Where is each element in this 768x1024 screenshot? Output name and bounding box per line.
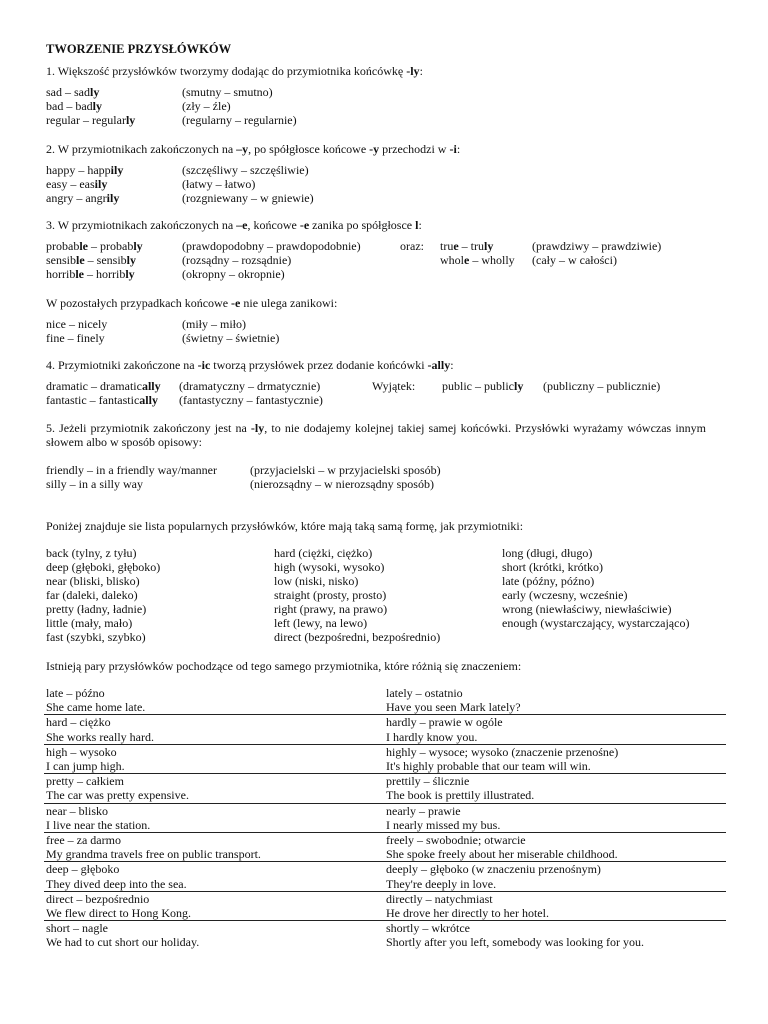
pair-example-left: We flew direct to Hong Kong. bbox=[46, 906, 191, 921]
page-title: TWORZENIE PRZYSŁÓWKÓW bbox=[46, 42, 232, 56]
pair-adverb-right: hardly – prawie w ogóle bbox=[385, 715, 726, 730]
pair-adverb-right: deeply – głęboko (w znaczeniu przenośnym) bbox=[385, 862, 726, 877]
pair-example-left: She came home late. bbox=[46, 700, 146, 715]
table-row bbox=[44, 877, 726, 892]
table-row bbox=[44, 906, 726, 921]
same-form-heading: Poniżej znajduje sie lista popularnych przysłówków, które mają taką samą formę, jak przymiotniki: bbox=[46, 519, 524, 533]
section-2-heading: 2. W przymiotnikach zakończonych na –y, po spółgłosce końcowe -y przechodzi w -i: bbox=[46, 142, 461, 156]
list-item: near (bliski, blisko) bbox=[46, 574, 140, 588]
list-item: pretty (ładny, ładnie) bbox=[46, 602, 147, 616]
list-item: hard (ciężki, ciężko) bbox=[274, 546, 373, 560]
pair-example-left: She works really hard. bbox=[46, 729, 154, 744]
section-5-heading: 5. Jeżeli przymiotnik zakończony jest na -ly, to nie dodajemy kolejnej takiej samej końcówki. Przysłówki wyrażamy wówczas innym słowem albo w sposób opisowy: bbox=[46, 421, 707, 449]
table-row bbox=[44, 921, 726, 936]
table-row bbox=[44, 686, 726, 700]
list-item: little (mały, mało) bbox=[46, 616, 133, 630]
pair-adverb-left: free – za darmo bbox=[44, 833, 385, 848]
pair-example-right: I hardly know you. bbox=[386, 729, 478, 744]
pair-adverb-left: pretty – całkiem bbox=[44, 774, 385, 789]
list-item: wrong (niewłaściwy, niewłaściwie) bbox=[502, 602, 672, 616]
pair-example-right: Have you seen Mark lately? bbox=[386, 700, 521, 715]
section-1-heading: 1. Większość przysłówków tworzymy dodając do przymiotnika końcówkę -ly: bbox=[46, 64, 423, 78]
list-item: direct (bezpośredni, bezpośrednio) bbox=[274, 630, 441, 644]
table-row bbox=[44, 744, 726, 759]
list-item: far (daleki, daleko) bbox=[46, 588, 138, 602]
list-item: straight (prosty, prosto) bbox=[274, 588, 387, 602]
list-item: low (niski, nisko) bbox=[274, 574, 359, 588]
pair-example-left: My grandma travels free on public transport. bbox=[46, 847, 261, 862]
pair-adverb-left: late – późno bbox=[46, 686, 105, 700]
pair-example-left: The car was pretty expensive. bbox=[46, 788, 189, 803]
list-item: high (wysoki, wysoko) bbox=[274, 560, 385, 574]
list-item: back (tylny, z tyłu) bbox=[46, 546, 137, 560]
table-row bbox=[44, 803, 726, 818]
table-row bbox=[44, 715, 726, 730]
document-page: TWORZENIE PRZYSŁÓWKÓW 1. Większość przysłówków tworzymy dodając do przymiotnika końcówkę -ly: sad – sadly (smutny – smutno) bad – badly (zły – źle) regular – regularly (regularny – regularnie) 2. W przymiotnikach zakończonych na –y, po spółgłosce końcowe -y przechodzi w -i: happy – happily (szczęśliwy – szczęśliwie) easy – easily (łatwy – łatwo) angry – angrily (rozgniewany – w gniewie) 3. W przymiotnikach zakończonych na –e, końcowe -e zanika po spółgłosce l: probable – probably (prawdopodobny – prawdopodobnie) oraz: true – truly (prawdziwy – prawdziwie) sensible – sensibly (rozsądny – rozsądnie) whole – wholly (cały – w całości) horrible – horribly (okropny – okropnie) W pozostałych przypadkach końcowe -e nie ulega zanikowi: nice – nicely (miły – miło) fine – finely (świetny – świetnie) 4. Przymiotniki zakończone na -ic tworzą przysłówek przez dodanie końcówki -ally: dramatic – dramatically (dramatyczny – drmatycznie) Wyjątek: public – publicly (publiczny – publicznie) fantastic – fantastically (fantastyczny – fantastycznie) 5. Jeżeli przymiotnik zakończony jest na -ly, to nie dodajemy kolejnej takiej samej końcówki. Przysłówki wyrażamy wówczas innym słowem albo w sposób opisowy: friendly – in a friendly way/manner (przyjacielski – w przyjacielski sposób) silly – in a silly way (nierozsądny – w nierozsądny sposób) Poniżej znajduje sie lista popularnych przysłówków, które mają taką samą formę, jak przymiotniki: back (tylny, z tyłu) deep (głęboki, głęboko) near (bliski, blisko) far (daleki, daleko) pretty (ładny, ładnie) little (mały, mało) fast (szybki, szybko) hard (ciężki, ciężko) high (wysoki, wysoko) low (niski, nisko) straight (prosty, prosto) right (prawy, na prawo) left (lewy, na lewo) direct (bezpośredni, bezpośrednio) long (długi, długo) short (krótki, krótko) late (późny, późno) early (wczesny, wcześnie) wrong (niewłaściwy, niewłaściwie) enough (wystarczający, wystarczająco) Istnieją pary przysłówków pochodzące od tego samego przymiotnika, które różnią się znaczeniem: late – późno lately – ostatnio She came home late. Have you seen Mark lately? hard – ciężko hardly – prawie w ogóle She works really hard. I hardly know you. high – wysoko highly – wysoce; wysoko (znaczenie przenośne) I can jump high. It's highly probable that our team will win. pretty – całkiem prettily – ślicznie The car was pretty expensive. The book is prettily illustrated. near – blisko nearly – prawie I live near the station. I nearly missed my bus. free – za darmo freely – swobodnie; otwarcie My grandma travels free on public transport. She spoke freely about her miserable childhood. deep – głęboko deeply – głęboko (w znaczeniu przenośnym) They dived deep into the sea. They're deeply in love. direct – bezpośrednio directly – natychmiast We flew direct to Hong Kong. He drove her directly to her hotel. short – nagle shortly – wkrótce We had to cut short our holiday. Shortly after you left, somebody was looking for you. bbox=[0, 0, 768, 1024]
section-4-heading: 4. Przymiotniki zakończone na -ic tworzą przysłówek przez dodanie końcówki -ally: bbox=[46, 358, 454, 372]
pair-adverb-left: high – wysoko bbox=[44, 744, 385, 759]
pair-example-right: It's highly probable that our team will win. bbox=[386, 759, 591, 774]
list-item: deep (głęboki, głęboko) bbox=[46, 560, 161, 574]
pair-adverb-left: hard – ciężko bbox=[44, 715, 385, 730]
list-item: early (wczesny, wcześnie) bbox=[502, 588, 628, 602]
pair-adverb-right: freely – swobodnie; otwarcie bbox=[385, 833, 726, 848]
table-row bbox=[44, 759, 726, 774]
table-row bbox=[44, 788, 726, 803]
list-item: fast (szybki, szybko) bbox=[46, 630, 146, 644]
pair-example-left: I can jump high. bbox=[46, 759, 125, 774]
table-row bbox=[44, 847, 726, 862]
pair-adverb-left: near – blisko bbox=[44, 803, 385, 818]
table-row bbox=[44, 891, 726, 906]
list-item: long (długi, długo) bbox=[502, 546, 593, 560]
pair-adverb-right: directly – natychmiast bbox=[385, 891, 726, 906]
pairs-heading: Istnieją pary przysłówków pochodzące od tego samego przymiotnika, które różnią się znaczeniem: bbox=[46, 659, 522, 673]
list-item: enough (wystarczający, wystarczająco) bbox=[502, 616, 690, 630]
table-row bbox=[44, 730, 726, 745]
pair-example-right: He drove her directly to her hotel. bbox=[386, 906, 549, 921]
table-row bbox=[44, 833, 726, 848]
pair-example-right: I nearly missed my bus. bbox=[386, 817, 501, 832]
section-3b-heading: W pozostałych przypadkach końcowe -e nie ulega zanikowi: bbox=[46, 296, 338, 310]
pair-example-right: Shortly after you left, somebody was looking for you. bbox=[386, 935, 644, 950]
pair-example-left: They dived deep into the sea. bbox=[46, 876, 187, 891]
table-row bbox=[44, 818, 726, 833]
table-row bbox=[44, 862, 726, 877]
list-item: short (krótki, krótko) bbox=[502, 560, 603, 574]
pair-example-left: I live near the station. bbox=[46, 817, 151, 832]
table-row bbox=[44, 774, 726, 789]
pair-adverb-left: short – nagle bbox=[44, 921, 385, 936]
table-row bbox=[44, 700, 726, 715]
table-row bbox=[44, 935, 726, 949]
list-item: late (późny, późno) bbox=[502, 574, 595, 588]
pair-example-right: The book is prettily illustrated. bbox=[386, 788, 535, 803]
pair-example-right: She spoke freely about her miserable childhood. bbox=[386, 847, 618, 862]
pair-adverb-right: lately – ostatnio bbox=[386, 686, 463, 700]
pair-example-right: They're deeply in love. bbox=[386, 876, 497, 891]
pair-adverb-right: highly – wysoce; wysoko (znaczenie przenośne) bbox=[385, 744, 726, 759]
pairs-table bbox=[44, 686, 726, 950]
pair-adverb-right: prettily – ślicznie bbox=[385, 774, 726, 789]
pair-example-left: We had to cut short our holiday. bbox=[46, 935, 200, 950]
pair-adverb-left: deep – głęboko bbox=[44, 862, 385, 877]
pair-adverb-left: direct – bezpośrednio bbox=[44, 891, 385, 906]
list-item: left (lewy, na lewo) bbox=[274, 616, 368, 630]
list-item: right (prawy, na prawo) bbox=[274, 602, 388, 616]
section-3-heading: 3. W przymiotnikach zakończonych na –e, końcowe -e zanika po spółgłosce l: bbox=[46, 218, 422, 232]
pair-adverb-right: shortly – wkrótce bbox=[385, 921, 726, 936]
pair-adverb-right: nearly – prawie bbox=[385, 803, 726, 818]
